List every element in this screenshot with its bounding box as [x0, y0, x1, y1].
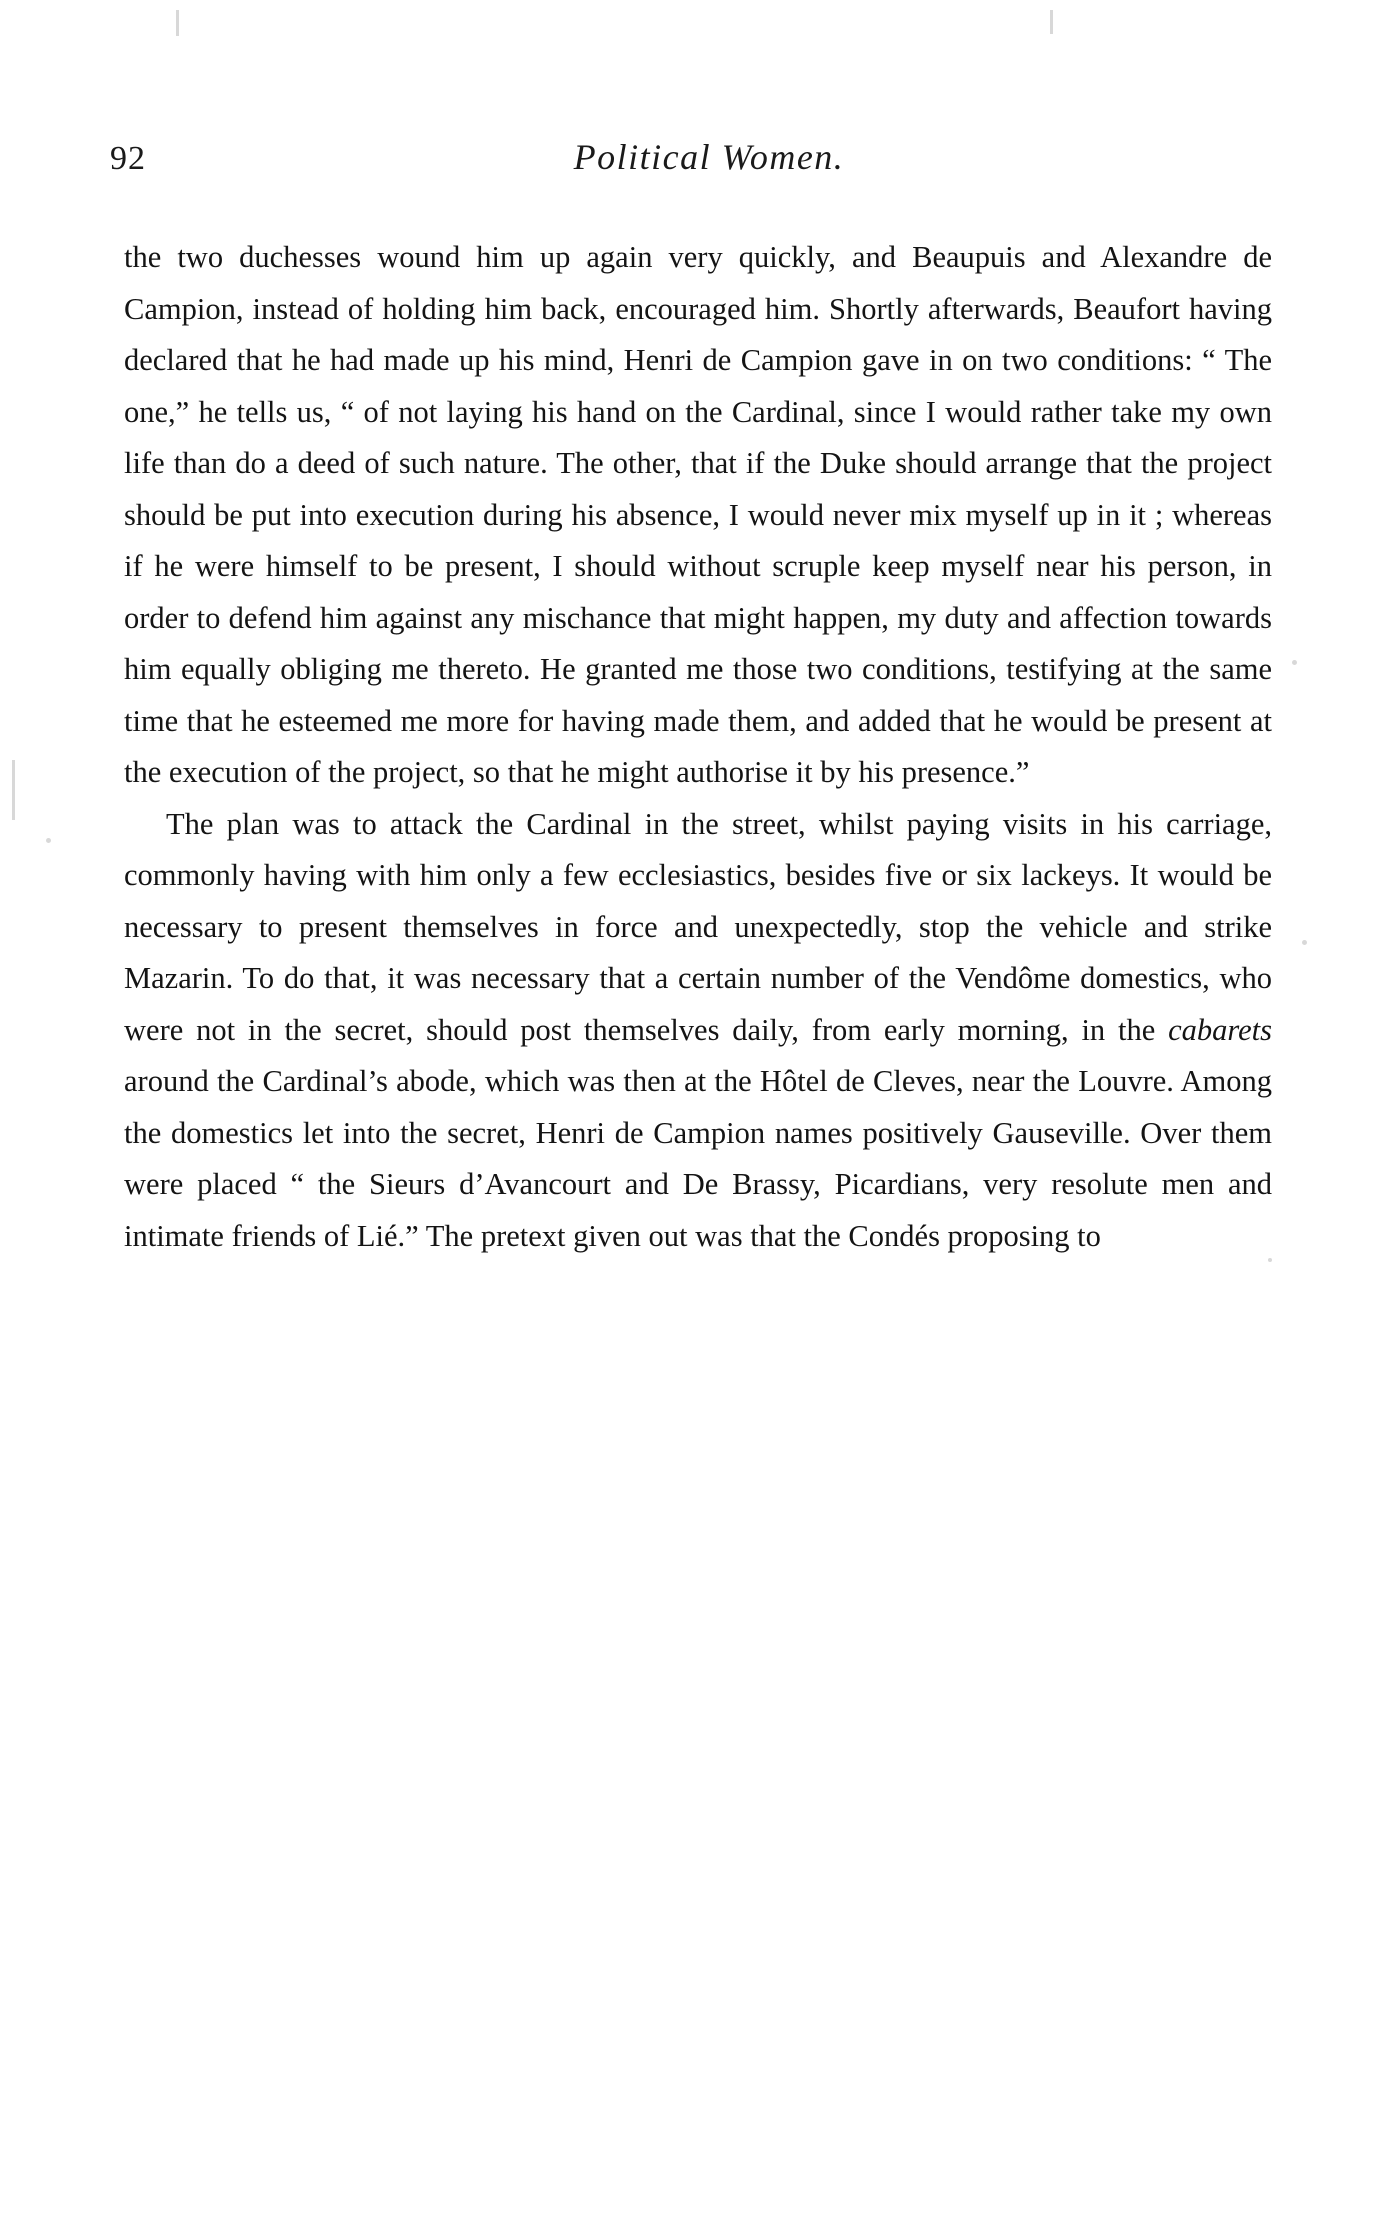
page-body — [124, 232, 1272, 1262]
scan-artifact — [46, 838, 51, 843]
page-number: 92 — [110, 140, 146, 177]
running-title: Political Women. — [573, 137, 845, 177]
scan-artifact — [12, 760, 15, 820]
scan-artifact — [1302, 940, 1307, 945]
body-paragraph: The plan was to attack the Cardinal in the street, whilst paying visits in his carriage, commonly having with him only a few ecclesiastics, besides five or six lackeys. It would be necessary to present themselves in force and unexpectedly, stop the vehicle and strike Mazarin. To do that, it was necessary that a certain number of the Vendôme domestics, who were not in the secret, should post themselves daily, from early morning, in the cabarets around the Cardinal’s abode, which was then at the Hôtel de Cleves, near the Louvre. Among the domestics let into the secret, Henri de Campion names positively Gauseville. Over them were placed “ the Sieurs d’Avancourt and De Brassy, Picardians, very resolute men and intimate friends of Lié.” The pretext given out was that the Condés proposing to — [124, 806, 1272, 1253]
page-header — [110, 137, 1278, 200]
scan-artifact — [176, 10, 179, 36]
scan-artifact — [1292, 660, 1297, 665]
scan-artifact — [1050, 10, 1053, 34]
body-paragraph: the two duchesses wound him up again very quickly, and Beaupuis and Alexandre de Campion, instead of holding him back, encouraged him. Shortly afterwards, Beaufort having declared that he had made up his mind, Henri de Campion gave in on two conditions: “ The one,” he tells us, “ of not laying his hand on the Cardinal, since I would rather take my own life than do a deed of such nature. The other, that if the Duke should arrange that the project should be put into execution during his absence, I would never mix myself up in it ; whereas if he were himself to be present, I should without scruple keep myself near his person, in order to defend him against any mischance that might happen, my duty and affection towards him equally obliging me thereto. He granted me those two conditions, testifying at the same time that he esteemed me more for having made them, and added that he would be present at the execution of the project, so that he might authorise it by his presence.” — [124, 240, 1272, 789]
